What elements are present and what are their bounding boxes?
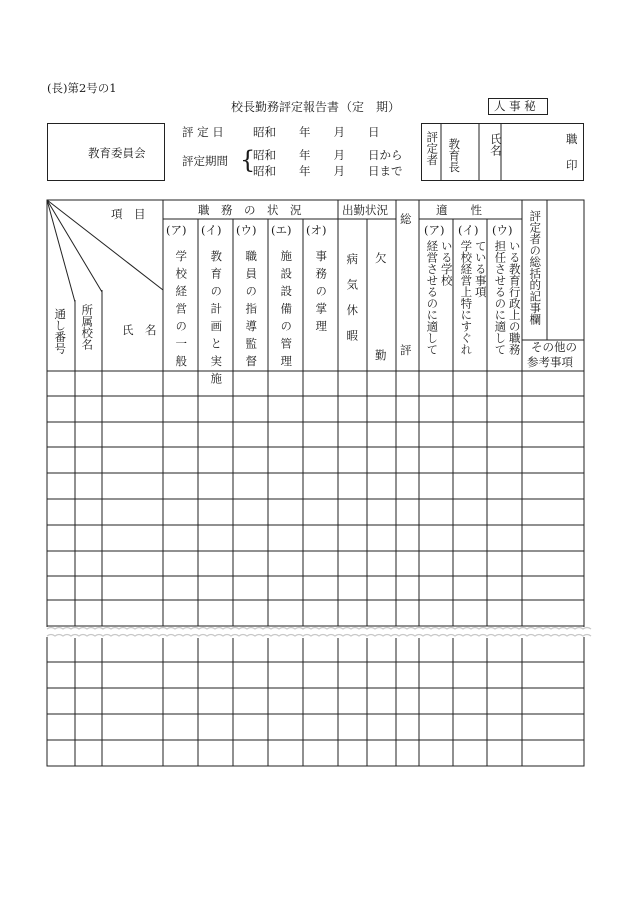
header-sick-leave: 病気休暇 (345, 253, 360, 355)
duty-text: 職員の指導監督 (244, 250, 259, 373)
duty-mark: (オ) (306, 223, 327, 237)
header-attendance: 出勤状況 (342, 203, 388, 217)
duty-mark: (エ) (271, 223, 292, 237)
form-title: 校長勤務評定報告書 (231, 100, 340, 114)
aptitude-mark: (ウ) (492, 223, 513, 237)
form-number: (長)第2号の1 (47, 81, 117, 95)
job-label: 職 (566, 132, 578, 146)
eval-period-to: 昭和 年 月 日まで (253, 164, 403, 178)
aptitude-text: いる教育行政上の職務 担任させるのに適して (493, 240, 522, 355)
evaluator-label: 評定者 (425, 131, 440, 166)
eval-date-label: 評 定 日 (182, 125, 224, 139)
name-label: 氏名 (488, 133, 503, 156)
header-duties: 職 務 の 状 況 (198, 203, 302, 217)
duty-mark: (ウ) (236, 223, 257, 237)
header-overall-1: 総 (400, 212, 412, 226)
seal-label: 印 (566, 158, 578, 172)
eval-period-label: 評定期間 (182, 154, 228, 168)
header-person-name: 氏 名 (122, 323, 157, 337)
duty-text: 教育の計画と実施 (209, 250, 224, 390)
superintendent-label: 教育長 (447, 138, 462, 173)
header-other2: 参考事項 (527, 355, 573, 369)
duty-mark: (ア) (166, 223, 187, 237)
duty-text: 事務の掌理 (314, 250, 329, 338)
eval-date-value: 昭和 年 月 日 (253, 125, 380, 139)
header-aptitude: 適 性 (436, 203, 482, 217)
aptitude-text: いる学校 経営させるのに適して (425, 240, 454, 355)
eval-period-from: 昭和 年 月 日から (253, 148, 403, 162)
header-other: その他の (531, 340, 577, 354)
header-absence-2: 勤 (375, 348, 387, 362)
header-serial: 通し番号 (53, 308, 68, 354)
header-item: 項 目 (111, 207, 146, 221)
board-label: 教育委員会 (88, 146, 146, 160)
duty-text: 施設設備の管理 (279, 250, 294, 373)
aptitude-text: ている事項 学校経営上特にすぐれ (459, 240, 488, 355)
header-absence-1: 欠 (375, 251, 387, 265)
confidential-label: 人 事 秘 (494, 99, 536, 113)
header-summary: 評定者の総括的記事欄 (528, 210, 543, 325)
duty-mark: (イ) (201, 223, 222, 237)
period-brace: { (240, 146, 256, 174)
header-school: 所属校名 (80, 304, 95, 350)
aptitude-mark: (イ) (458, 223, 479, 237)
duty-text: 学校経営の一般 (174, 250, 189, 373)
form-title-period: （定 期） (340, 100, 401, 114)
header-overall-2: 評 (400, 343, 412, 357)
aptitude-mark: (ア) (424, 223, 445, 237)
